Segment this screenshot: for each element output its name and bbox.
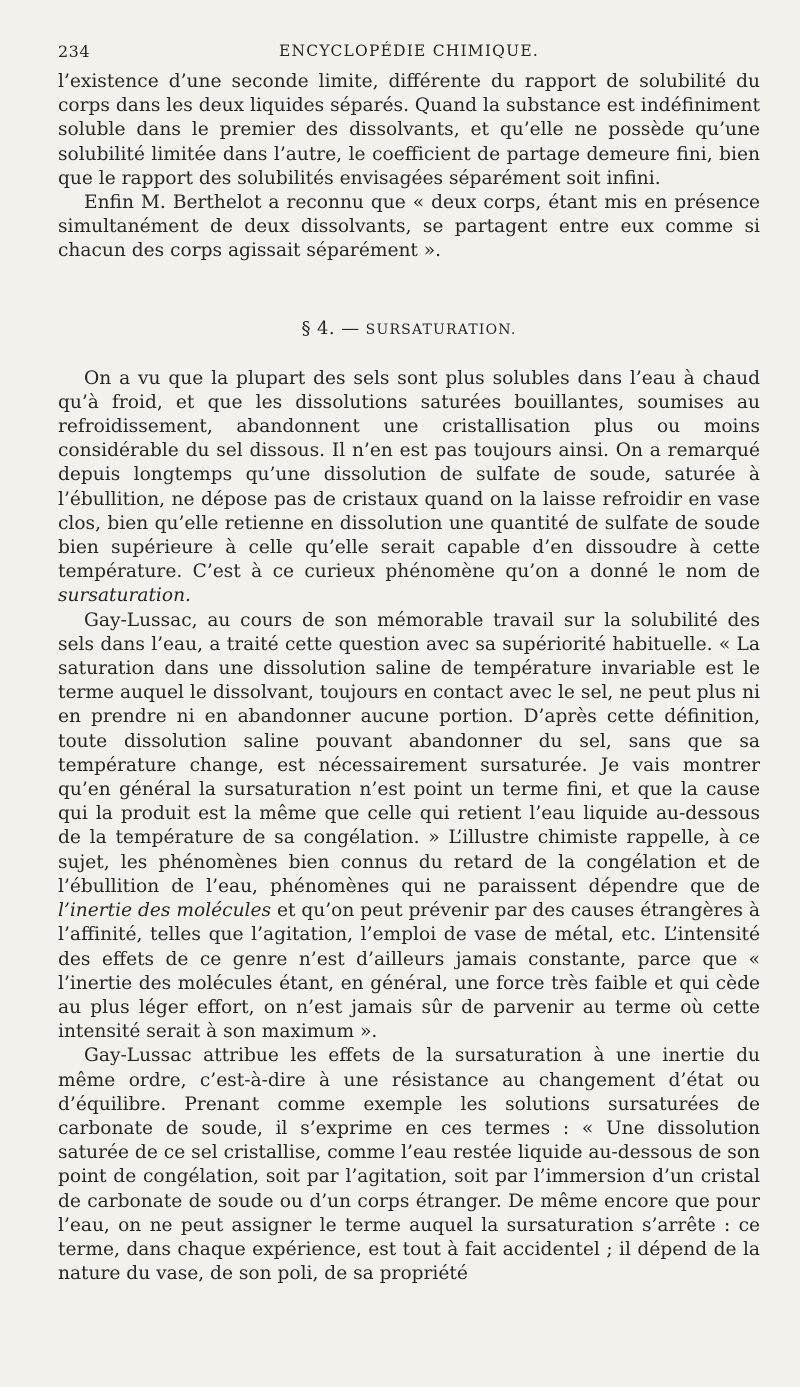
running-title: ENCYCLOPÉDIE CHIMIQUE. [279,42,539,60]
paragraph-text: On a vu que la plupart des sels sont plus solubles dans l’eau à chaud qu’à froid, et que les dissolutions saturées bouillantes, soumises au refroidissement, abandonnent une cristallisation plus ou moins considérable du sel dissous. Il n’en est pas toujours ainsi. On a remarqué depuis longtemps qu’une dissolution de sulfate de soude, saturée à l’ébullition, ne dépose pas de cristaux quand on la laisse refroidir en vase clos, bien qu’elle retienne en dissolution une quantité de sulfate de soude bien supérieure à celle qu’elle serait capable d’en dissoudre à cette température. C’est à ce curieux phénomène qu’on a donné le nom de [58,367,760,583]
paragraph-partage-limit: l’existence d’une seconde limite, différente du rapport de solubilité du corps dans les deux liquides séparés. Quand la substance est indéfiniment soluble dans le premier des dissolvants, et qu’elle ne possède qu’une solubilité limitée dans l’autre, le coefficient de partage demeure fini, bien que le rapport des solubilités envisagées séparément soit infini. [58,71,760,189]
paragraph-text: Gay-Lussac, au cours de son mémorable travail sur la solubilité des sels dans l’eau, a traité cette question avec sa supériorité habituelle. « La saturation dans une dissolution saline de température invariable est le terme auquel le dissolvant, toujours en contact avec le sel, ne peut plus ni en prendre ni en abandonner aucune portion. D’après cette définition, toute dissolution saline pouvant abandonner du sel, sans que sa température change, est nécessairement sursaturée. Je vais montrer qu’en général la sursaturation n’est point un terme fini, et que la cause qui la produit est la même que celle qui retient l’eau liquide au-dessous de la température de sa congélation. » L’illustre chimiste rappelle, à ce sujet, les phénomènes bien connus du retard de la congélation et de l’ébullition de l’eau, phénomènes qui ne paraissent dépendre que de [58,609,760,897]
page-number: 234 [58,42,91,61]
paragraph-gay-lussac-inertia: Gay-Lussac attribue les effets de la sursaturation à une inertie du même ordre, c’est-à-dire à une résistance au changement d’état ou d’équilibre. Prenant comme exemple les solutions sursaturées de carbonate de soude, il s’exprime en ces termes : « Une dissolution saturée de ce sel cristallise, comme l’eau restée liquide au-dessous de son point de congélation, soit par l’agitation, soit par l’immersion d’un cristal de carbonate de soude ou d’un corps étranger. De même encore que pour l’eau, on ne peut assigner le terme auquel la sursaturation s’arrête : ce terme, dans chaque expérience, est tout à fait accidentel ; il dépend de la nature du vase, de son poli, de sa propriété [58,1045,760,1285]
book-page [0,42,800,1387]
paragraph-gay-lussac-work [58,609,760,1045]
page-header [58,42,760,70]
section-number: § 4. — [301,317,360,339]
paragraph-berthelot: Enfin M. Berthelot a reconnu que « deux corps, étant mis en présence simultanément de deux dissolvants, se partagent entre eux comme si chacun des corps agissait séparément ». [58,192,760,262]
paragraph-text: et qu’on peut prévenir par des causes étrangères à l’affinité, telles que l’agitation, l’emploi de vase de métal, etc. L’intensité des effets de ce genre n’est d’ailleurs jamais constante, parce que « l’inertie des molécules étant, en général, une force très faible et qui cède au plus léger effort, on n’est jamais sûr de parvenir au terme où cette intensité serait à son maximum ». [58,900,760,1043]
italic-term: l’inertie des molécules [58,900,272,922]
section-title: SURSATURATION. [365,321,517,338]
paragraph-sursaturation-definition [58,367,760,609]
italic-term: sursaturation. [58,585,191,607]
section-heading [58,318,760,339]
